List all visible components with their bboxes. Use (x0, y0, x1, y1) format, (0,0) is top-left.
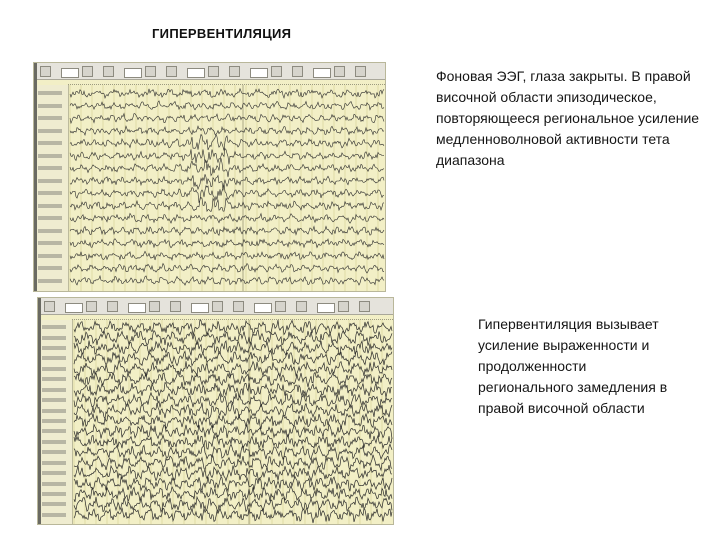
description-background-eeg: Фоновая ЭЭГ, глаза закрыты. В правой височной области эпизодическое, повторяющееся региональное усиление медленноволновой активности тета диапазона (436, 68, 700, 168)
eeg-channel-trace (70, 276, 384, 285)
eeg-channel-trace (70, 114, 384, 124)
eeg-channel-trace (70, 101, 384, 110)
eeg-channel-trace (70, 158, 384, 177)
eeg-channel-trace (70, 149, 384, 165)
eeg-channel-trace (74, 414, 392, 429)
eeg-channel-trace (70, 213, 384, 223)
eeg-recording-background (33, 62, 386, 292)
eeg-channel-trace (70, 239, 384, 248)
eeg-channel-trace (70, 264, 384, 274)
description-hyperventilation: Гипервентиляция вызывает усиление выраженности и продолженности регионального замедления в правой височной области (478, 316, 668, 416)
eeg-channel-trace (70, 198, 384, 212)
eeg-traces (38, 298, 393, 524)
eeg-scrollbar[interactable] (34, 63, 37, 291)
eeg-traces (34, 63, 385, 291)
eeg-channel-trace (70, 251, 384, 260)
eeg-channel-trace (70, 226, 384, 235)
slide-title: ГИПЕРВЕНТИЛЯЦИЯ (152, 26, 292, 41)
eeg-scrollbar[interactable] (38, 298, 41, 524)
eeg-channel-trace (74, 330, 392, 346)
eeg-channel-trace (70, 126, 384, 135)
eeg-channel-trace (70, 174, 384, 190)
eeg-channel-trace (74, 382, 392, 397)
eeg-recording-hyperventilation (37, 297, 394, 525)
eeg-channel-trace (74, 341, 392, 356)
eeg-channel-trace (74, 455, 392, 470)
eeg-channel-trace (70, 135, 384, 151)
eeg-channel-trace (74, 508, 392, 523)
eeg-channel-trace (74, 403, 392, 419)
eeg-channel-trace (74, 486, 392, 502)
eeg-channel-trace (70, 89, 384, 98)
eeg-channel-trace (74, 351, 392, 366)
eeg-channel-trace (74, 425, 392, 439)
